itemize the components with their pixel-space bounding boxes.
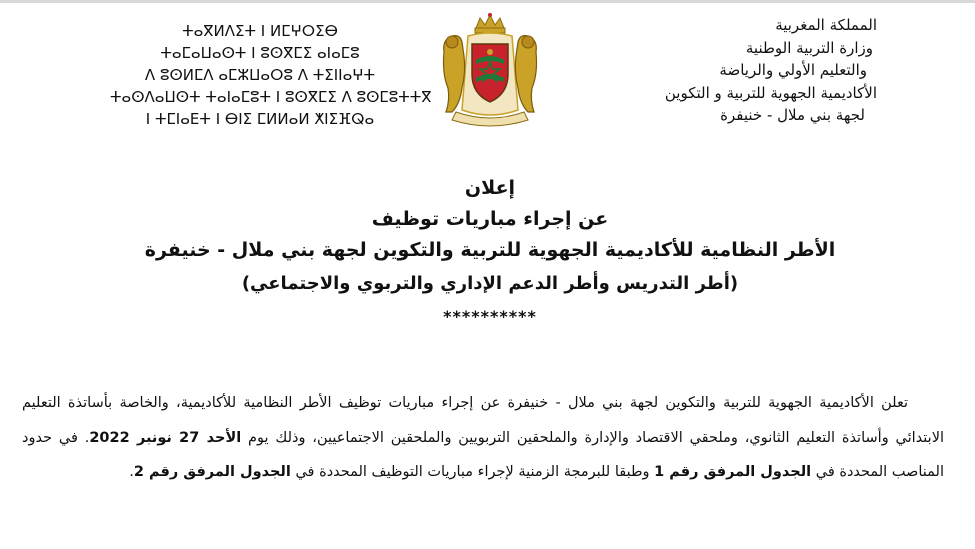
tifinagh-line: ⵜⴰⵎⴰⵡⴰⵙⵜ ⵏ ⵓⵙⴳⵎⵉ ⴰⵏⴰⵎⵓ (160, 44, 360, 62)
moroccan-coat-of-arms-emblem (438, 12, 542, 130)
kingdom-label: المملكة المغربية (775, 16, 877, 34)
separator-stars: ********** (443, 307, 537, 326)
announcement-heading: الأطر النظامية للأكاديمية الجهوية للتربية والتكوين لجهة بني ملال - خنيفرة (144, 239, 836, 261)
table-reference-2: الجدول المرفق رقم 2 (133, 464, 291, 480)
body-text-part4: . (129, 464, 134, 480)
left-lion-icon (444, 36, 465, 112)
tifinagh-line: ⵜⴰⴳⵍⴷⵉⵜ ⵏ ⵍⵎⵖⵔⵉⴱ (182, 22, 338, 40)
announcement-title: إعلان (464, 177, 516, 199)
tifinagh-line: ⵜⴰⵙⴷⴰⵡⵙⵜ ⵜⴰⵏⴰⵎⵓⵜ ⵏ ⵓⵙⴳⵎⵉ ⴷ ⵓⵙⵎⵓⵜⵜⴳ (110, 88, 432, 106)
announcement-body (22, 386, 944, 490)
ministry-subtitle: والتعليم الأولي والرياضة (719, 61, 867, 79)
shield-icon (472, 44, 508, 102)
body-text-part1: تعلن الأكاديمية الجهوية للتربية والتكوين لجهة بني ملال - خنيفرة عن إجراء مباريات توظيف الأطر النظامية للأكاديمية، والخاصة بأساتذة التعليم الابتدائي وأساتذة التعليم الثانوي، وملحقي الاقتصاد والإدارة والملحقين التربويين والملحقين الاجتماعيين، وذلك يوم (22, 395, 944, 446)
body-text-part3: وطبقا للبرمجة الزمنية لإجراء مباريات التوظيف المحددة في (290, 464, 655, 480)
tifinagh-line: ⴷ ⵓⵙⵍⵎⴷ ⴰⵎⵣⵡⴰⵔⵓ ⴷ ⵜⵉⵏⵏⴰⵖⵜ (144, 66, 376, 84)
ministry-label: وزارة التربية الوطنية (745, 38, 873, 57)
body-text-part2: . في حدود المناصب المحددة في (22, 429, 944, 480)
exam-date: الأحد 27 نونبر 2022 (89, 429, 242, 446)
top-border (0, 0, 975, 3)
arabic-institution-header (557, 14, 877, 127)
right-lion-icon (515, 36, 536, 112)
announcement-categories: (أطر التدريس وأطر الدعم الإداري والتربوي والاجتماعي) (241, 273, 739, 294)
table-reference-1: الجدول المرفق رقم 1 (654, 464, 812, 480)
body-paragraph (22, 386, 944, 490)
crown-icon (475, 13, 505, 33)
tifinagh-header (110, 20, 432, 130)
announcement-subtitle: عن إجراء مباريات توظيف (371, 208, 609, 230)
tifinagh-line: ⵏ ⵜⵎⵏⴰⴹⵜ ⵏ ⴱⵏⵉ ⵎⵍⵍⴰⵍ ⵅⵏⵉⴼⵕⴰ (145, 110, 375, 128)
region-label: لجهة بني ملال - خنيفرة (720, 106, 865, 124)
academy-label: الأكاديمية الجهوية للتربية و التكوين (664, 83, 877, 102)
announcement-titles (120, 172, 860, 332)
